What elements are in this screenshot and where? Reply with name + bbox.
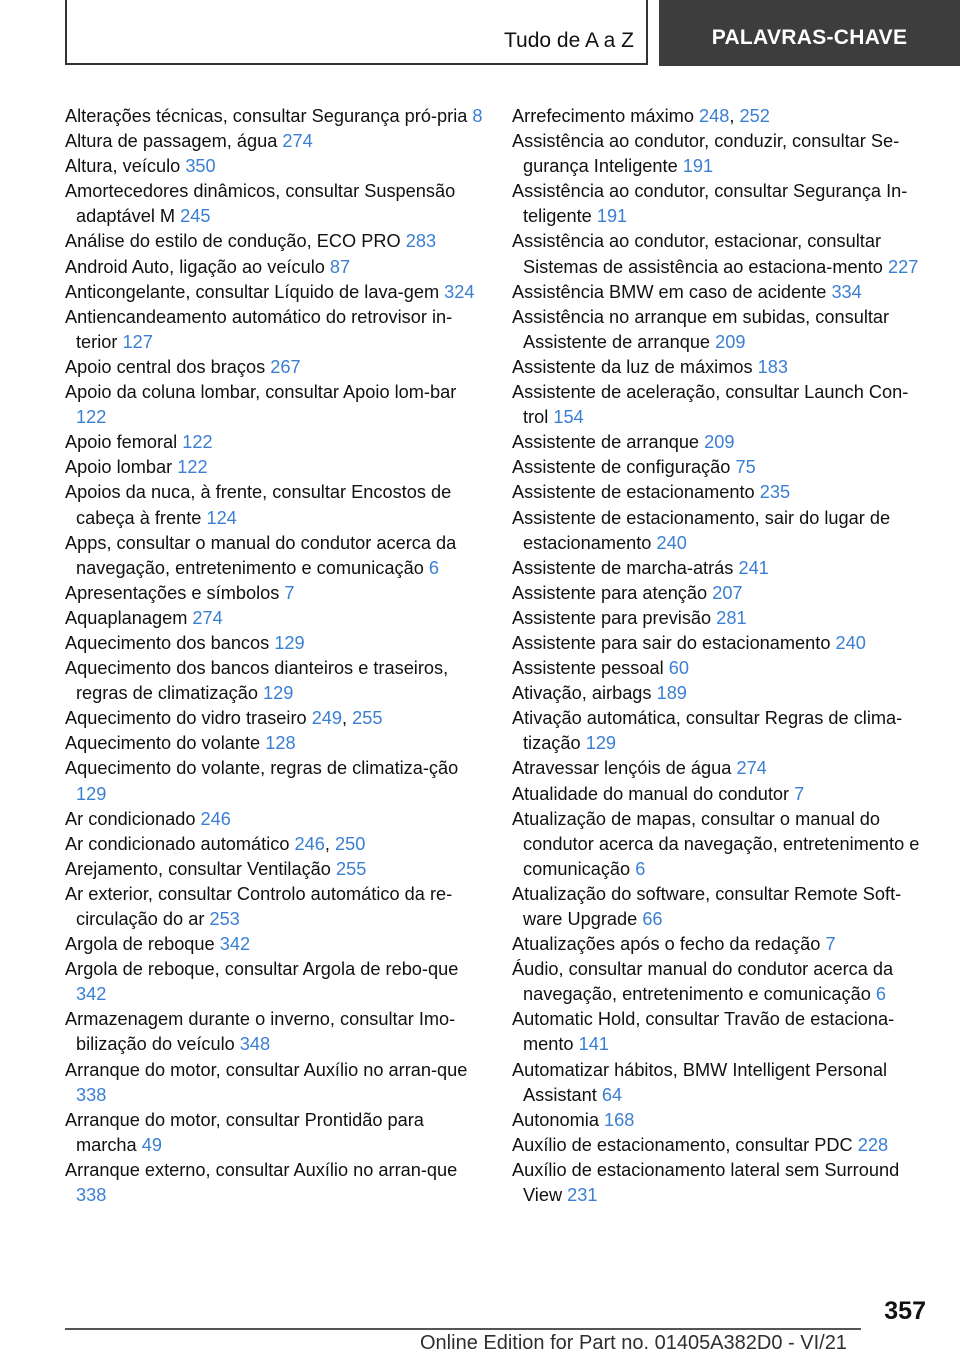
index-entry	[65, 255, 483, 280]
page-reference-link[interactable]: 240	[835, 632, 866, 653]
page-reference-link[interactable]: 209	[715, 331, 746, 352]
page-reference-link[interactable]: 342	[219, 934, 251, 955]
page-reference-link[interactable]: 281	[716, 607, 747, 628]
index-entry	[512, 581, 932, 606]
index-entry	[65, 581, 483, 606]
index-entry-term: Assistente de configuração	[512, 457, 731, 478]
page-reference-link[interactable]: 348	[239, 1034, 271, 1055]
page-reference-link[interactable]: 338	[76, 1185, 107, 1206]
index-entry-term: Aquecimento do volante, regras de climatiza‐ção	[65, 758, 459, 779]
index-entry	[512, 882, 932, 932]
index-entry-term: Ar exterior, consultar Controlo automático da re‐circulação do ar	[65, 883, 453, 929]
header-rule-bottom	[65, 63, 648, 65]
page-reference-link[interactable]: 267	[270, 356, 301, 377]
page-header	[0, 0, 960, 66]
index-entry	[65, 104, 483, 129]
page-reference-link[interactable]: 209	[704, 432, 735, 453]
index-entry-term: Ar condicionado automático	[65, 833, 290, 854]
index-entry-term: Argola de reboque	[65, 934, 215, 955]
index-entry-term: Áudio, consultar manual do condutor acerca da navegação, entretenimento e comunicação	[512, 959, 894, 1005]
index-entry	[512, 1108, 932, 1133]
page-reference-link[interactable]: 129	[263, 683, 294, 704]
index-entry: Ar condicionado automático 246, 250	[65, 833, 366, 854]
index-entry-term: Apoios da nuca, à frente, consultar Encostos de cabeça à frente	[65, 482, 452, 528]
page-reference-link[interactable]: 231	[567, 1185, 598, 1206]
footer-edition-text: Online Edition for Part no. 01405A382D0 - VI/21	[420, 1332, 847, 1354]
page-reference-link[interactable]: 253	[209, 909, 240, 929]
index-entry-term: Assistência no arranque em subidas, consultar Assistente de arranque	[512, 306, 890, 352]
index-entry	[65, 154, 483, 179]
index-entry-term: Atualizações após o fecho da redação	[512, 934, 821, 955]
index-entry-term: Antiencandeamento automático do retrovisor in‐terior	[65, 306, 453, 352]
page-reference-link[interactable]: 183	[757, 356, 789, 377]
index-entry-term: Assistente da luz de máximos	[512, 356, 753, 377]
index-entry-term: Assistente de aceleração, consultar Launch Con‐trol	[512, 382, 909, 428]
index-entry	[65, 455, 483, 480]
index-entry	[65, 129, 483, 154]
index-entry-term: Assistente de estacionamento, sair do lugar de estacionamento	[512, 507, 891, 553]
index-entry-term: Assistente de estacionamento	[512, 482, 755, 503]
index-entry-term: Atualização do software, consultar Remote Soft‐ware Upgrade	[512, 883, 902, 929]
index-entry: Aquecimento do vidro traseiro 249, 255	[65, 708, 383, 729]
index-entry	[512, 305, 932, 355]
index-entry-term: Atravessar lençóis de água	[512, 758, 732, 779]
index-entry-term: Assistência ao condutor, estacionar, consultar Sistemas de assistência ao estaciona‐mento	[512, 231, 883, 277]
page-reference-link[interactable]: 6	[428, 557, 439, 578]
index-entry-term: Armazenagem durante o inverno, consultar Imo‐bilização do veículo	[65, 1009, 456, 1055]
page-reference-link[interactable]: 129	[76, 783, 107, 804]
index-entry	[65, 1158, 483, 1208]
page-reference-link[interactable]: 255	[335, 858, 367, 879]
page-reference-link[interactable]: 66	[642, 909, 663, 929]
index-entry	[512, 807, 932, 882]
index-entry-term: Aquecimento do volante	[65, 733, 261, 754]
index-entry-term: Arranque externo, consultar Auxílio no arran‐que	[65, 1159, 458, 1180]
page-reference-link[interactable]: 7	[794, 783, 805, 804]
index-entry-term: Assistente para previsão	[512, 607, 712, 628]
index-entry-term: Autonomia	[512, 1109, 599, 1130]
page-reference-link[interactable]: 207	[712, 582, 743, 603]
page-reference-link[interactable]: 245	[180, 206, 211, 227]
index-entry	[512, 229, 932, 279]
index-entry-term: Aquecimento dos bancos	[65, 632, 270, 653]
page-reference-link[interactable]: 350	[185, 156, 216, 177]
page-reference-link[interactable]: 122	[182, 432, 213, 453]
page-reference-link[interactable]: 191	[596, 206, 628, 227]
page-reference-link[interactable]: 64	[601, 1084, 623, 1105]
index-entry-term: Apoio central dos braços	[65, 356, 266, 377]
page-reference-link[interactable]: 189	[656, 683, 687, 704]
page-reference-link[interactable]: 154	[553, 407, 584, 428]
page-reference-link[interactable]: 227	[887, 256, 919, 277]
index-entry-term: Aquecimento dos bancos dianteiros e traseiros, regras de climatização	[65, 658, 449, 704]
index-entry-term: Apresentações e símbolos	[65, 582, 280, 603]
index-entry	[512, 706, 932, 756]
page-reference-link[interactable]: 124	[206, 507, 237, 528]
page-number: 357	[884, 1297, 926, 1325]
index-entry-term: Análise do estilo de condução, ECO PRO	[65, 231, 401, 252]
index-entry	[512, 932, 932, 957]
index-entry	[65, 807, 483, 832]
index-entry-term: Automatizar hábitos, BMW Intelligent Personal Assistant	[512, 1059, 888, 1105]
index-entry: Arrefecimento máximo 248, 252	[512, 106, 770, 126]
page-reference-link[interactable]: 248	[699, 106, 730, 126]
page-reference-link[interactable]: 49	[141, 1134, 162, 1155]
section-tab[interactable]: Tudo de A a Z	[504, 29, 634, 52]
index-entry	[65, 280, 483, 305]
index-entry	[65, 882, 483, 932]
index-entry-term: Assistência BMW em caso de acidente	[512, 281, 827, 302]
index-entry	[65, 731, 483, 756]
page-reference-link[interactable]: 6	[635, 858, 646, 879]
index-entry	[512, 280, 932, 305]
page-reference-link[interactable]: 246	[294, 833, 325, 854]
index-entry-term: Assistência ao condutor, consultar Segurança In‐teligente	[512, 181, 908, 227]
page-reference-link[interactable]: 128	[265, 733, 296, 754]
page-reference-link[interactable]: 7	[284, 582, 295, 603]
index-entry-term: Apoio lombar	[65, 457, 173, 478]
index-entry-term: Arranque do motor, consultar Prontidão para marcha	[65, 1109, 424, 1155]
index-entry-term: Apoio da coluna lombar, consultar Apoio lom‐bar	[65, 382, 457, 403]
page-reference-link[interactable]: 250	[334, 833, 366, 854]
page-reference-link[interactable]: 191	[682, 156, 714, 177]
index-entry	[512, 430, 932, 455]
index-entry-term: Arranque do motor, consultar Auxílio no arran‐que	[65, 1059, 468, 1080]
page-reference-link[interactable]: 342	[76, 984, 107, 1005]
index-entry	[512, 1133, 932, 1158]
index-entry-term: Automatic Hold, consultar Travão de estaciona‐mento	[512, 1009, 895, 1055]
index-entry	[512, 1007, 932, 1057]
page-reference-link[interactable]: 60	[668, 658, 689, 679]
page-reference-link[interactable]: 122	[177, 457, 208, 478]
index-entry	[512, 1058, 932, 1108]
index-entry	[512, 656, 932, 681]
index-entry	[65, 932, 483, 957]
index-entry	[65, 656, 483, 706]
index-entry-term: Assistente pessoal	[512, 658, 664, 679]
index-entry-term: Auxílio de estacionamento, consultar PDC	[512, 1134, 853, 1155]
index-entry	[65, 179, 483, 229]
index-entry-term: Assistente para atenção	[512, 582, 708, 603]
index-entry-term: Apoio femoral	[65, 432, 178, 453]
index-entry	[65, 229, 483, 254]
index-entry-term: Assistente de arranque	[512, 432, 700, 453]
page-reference-link[interactable]: 235	[759, 482, 791, 503]
page-reference-link[interactable]: 127	[122, 331, 153, 352]
index-entry	[65, 305, 483, 355]
page-reference-link[interactable]: 274	[736, 758, 767, 779]
index-entry-term: Arrefecimento máximo	[512, 106, 694, 126]
index-entry	[65, 631, 483, 656]
page-reference-link[interactable]: 141	[578, 1034, 609, 1055]
index-entry	[512, 129, 932, 179]
index-entry-term: Altura, veículo	[65, 156, 181, 177]
index-entry-term: Ar condicionado	[65, 808, 196, 829]
page-reference-link[interactable]: 324	[444, 281, 475, 302]
index-entry	[512, 506, 932, 556]
index-entry	[65, 1007, 483, 1057]
page-reference-link[interactable]: 246	[200, 808, 231, 829]
index-entry	[65, 531, 483, 581]
index-entry-term: Assistente de marcha-atrás	[512, 557, 734, 578]
footer-rule	[65, 1328, 861, 1330]
index-entry	[512, 179, 932, 229]
index-entry-term: Atualização de mapas, consultar o manual do condutor acerca da navegação, entretenimento e comunicação	[512, 808, 920, 879]
page-reference-link[interactable]: 274	[192, 607, 223, 628]
index-entry-term: Aquecimento do vidro traseiro	[65, 708, 307, 729]
index-entry	[512, 957, 932, 1007]
page-reference-link[interactable]: 255	[352, 708, 383, 729]
index-column-left	[65, 104, 483, 1208]
page-reference-link[interactable]: 129	[274, 632, 305, 653]
index-entry	[512, 556, 932, 581]
page-reference-link[interactable]: 241	[738, 557, 769, 578]
index-entry	[512, 782, 932, 807]
index-entry	[65, 756, 483, 806]
keywords-tab[interactable]: PALAVRAS-CHAVE	[659, 0, 960, 66]
index-entry	[512, 631, 932, 656]
index-entry	[65, 480, 483, 530]
index-entry-term: Alterações técnicas, consultar Segurança pró‐pria	[65, 106, 468, 126]
index-entry-term: Argola de reboque, consultar Argola de rebo‐que	[65, 959, 459, 980]
index-column-right	[512, 104, 932, 1208]
index-entry-term: Auxílio de estacionamento lateral sem Surround View	[512, 1159, 900, 1206]
index-entry-term: Ativação, airbags	[512, 683, 652, 704]
index-entry-term: Apps, consultar o manual do condutor acerca da navegação, entretenimento e comunicação	[65, 532, 457, 578]
index-entry-term: Assistência ao condutor, conduzir, consultar Se‐gurança Inteligente	[512, 131, 900, 177]
index-entry	[65, 430, 483, 455]
index-entry-term: Assistente para sair do estacionamento	[512, 632, 831, 653]
page-reference-link[interactable]: 249	[311, 708, 343, 729]
index-entry-term: Amortecedores dinâmicos, consultar Suspensão adaptável M	[65, 181, 456, 227]
page-reference-link[interactable]: 228	[857, 1134, 889, 1155]
index-entry-term: Aquaplanagem	[65, 607, 188, 628]
index-entry	[65, 1058, 483, 1108]
page-reference-link[interactable]: 122	[76, 407, 107, 428]
index-entry	[65, 857, 483, 882]
header-rule-left	[65, 0, 67, 64]
page-reference-link[interactable]: 283	[405, 231, 437, 252]
index-entry	[65, 606, 483, 631]
page-reference-link[interactable]: 168	[604, 1109, 635, 1130]
header-rule-divider	[646, 0, 648, 64]
index-entry	[512, 380, 932, 430]
page-reference-link[interactable]: 8	[472, 106, 483, 126]
page-reference-link[interactable]: 87	[329, 256, 351, 277]
index-entry	[512, 756, 932, 781]
page-reference-link[interactable]: 75	[735, 457, 756, 478]
page-reference-link[interactable]: 334	[831, 281, 862, 302]
index-entry-term: Altura de passagem, água	[65, 131, 278, 152]
index-entry-term: Android Auto, ligação ao veículo	[65, 256, 325, 277]
index-entry	[512, 480, 932, 505]
index-entry	[512, 681, 932, 706]
index-entry	[65, 380, 483, 430]
index-entry	[512, 1158, 932, 1208]
index-entry	[65, 355, 483, 380]
page-reference-link[interactable]: 240	[656, 532, 687, 553]
index-entry	[512, 355, 932, 380]
page-reference-link[interactable]: 252	[739, 106, 770, 126]
page-reference-link[interactable]: 274	[282, 131, 313, 152]
index-entry	[65, 1108, 483, 1158]
index-entry	[512, 455, 932, 480]
index-entry-term: Arejamento, consultar Ventilação	[65, 858, 331, 879]
page-reference-link[interactable]: 129	[585, 733, 617, 754]
index-entry	[512, 606, 932, 631]
page-reference-link[interactable]: 7	[825, 934, 836, 955]
page-reference-link[interactable]: 6	[875, 984, 886, 1005]
index-entry	[65, 957, 483, 1007]
page-reference-link[interactable]: 338	[76, 1084, 107, 1105]
index-entry-term: Atualidade do manual do condutor	[512, 783, 790, 804]
index-entry-term: Ativação automática, consultar Regras de clima‐tização	[512, 708, 903, 754]
index-entry-term: Anticongelante, consultar Líquido de lava‐gem	[65, 281, 440, 302]
